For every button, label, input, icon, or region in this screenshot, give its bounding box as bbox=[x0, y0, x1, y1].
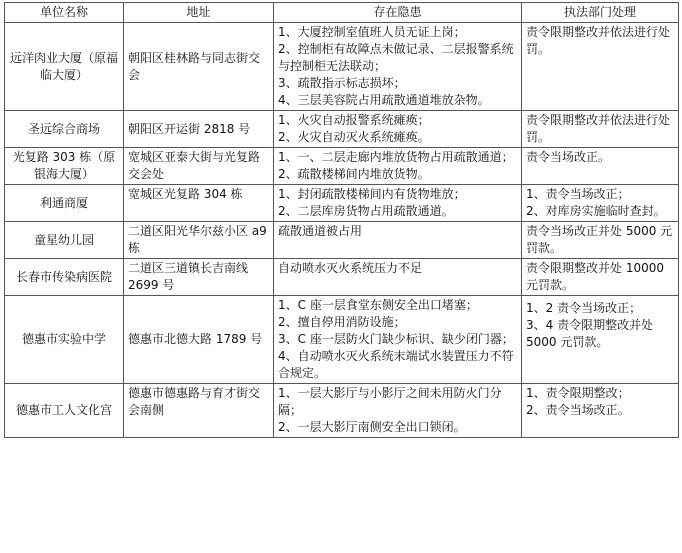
hazard-item: 自动喷水灭火系统压力不足 bbox=[278, 261, 423, 275]
hazards-cell bbox=[274, 185, 522, 222]
header-row bbox=[5, 3, 679, 23]
action-item: 1、责令当场改正； bbox=[526, 187, 630, 201]
action-item: 2、对库房实施临时查封。 bbox=[526, 204, 666, 218]
hazard-item: 4、三层美容院占用疏散通道堆放杂物。 bbox=[278, 93, 490, 107]
hazard-item: 2、二层库房货物占用疏散通道。 bbox=[278, 204, 454, 218]
enforcement-cell bbox=[522, 148, 679, 185]
unit-name-cell: 童星幼儿园 bbox=[5, 222, 124, 259]
action-item: 1、2 责令当场改正； bbox=[526, 301, 642, 315]
hazards-cell bbox=[274, 23, 522, 111]
hazard-item: 1、一层大影厅与小影厅之间未用防火门分隔； bbox=[278, 386, 502, 417]
hazard-item: 2、擅自停用消防设施； bbox=[278, 315, 406, 329]
hazard-item: 2、控制柜有故障点未做记录、二层报警系统与控制柜无法联动； bbox=[278, 42, 514, 73]
table-row bbox=[5, 384, 679, 438]
header-hazards: 存在隐患 bbox=[274, 3, 522, 23]
action-item: 责令限期整改并依法进行处罚。 bbox=[526, 113, 671, 144]
fire-inspection-table bbox=[4, 2, 679, 438]
action-item: 2、责令当场改正。 bbox=[526, 403, 630, 417]
action-item: 3、4 责令限期整改并处 5000 元罚款。 bbox=[526, 318, 654, 349]
table-row bbox=[5, 111, 679, 148]
hazard-item: 3、疏散指示标志损坏； bbox=[278, 76, 406, 90]
hazard-item: 1、火灾自动报警系统瘫痪； bbox=[278, 113, 430, 127]
enforcement-cell bbox=[522, 384, 679, 438]
hazards-cell bbox=[274, 296, 522, 384]
unit-name-cell: 利通商厦 bbox=[5, 185, 124, 222]
enforcement-cell bbox=[522, 259, 679, 296]
action-item: 1、责令限期整改； bbox=[526, 386, 630, 400]
hazards-cell bbox=[274, 384, 522, 438]
hazards-cell bbox=[274, 222, 522, 259]
header-address: 地址 bbox=[124, 3, 274, 23]
unit-name-cell: 长春市传染病医院 bbox=[5, 259, 124, 296]
unit-name-cell: 圣远综合商场 bbox=[5, 111, 124, 148]
table-row bbox=[5, 23, 679, 111]
table-row bbox=[5, 148, 679, 185]
hazard-item: 疏散通道被占用 bbox=[278, 224, 363, 238]
hazard-item: 1、封闭疏散楼梯间内有货物堆放； bbox=[278, 187, 466, 201]
action-item: 责令当场改正。 bbox=[526, 150, 611, 164]
action-item: 责令当场改正并处 5000 元罚款。 bbox=[526, 224, 673, 255]
hazard-item: 1、大厦控制室值班人员无证上岗； bbox=[278, 25, 466, 39]
header-unit-name: 单位名称 bbox=[5, 3, 124, 23]
action-item: 责令限期整改并处 10000 元罚款。 bbox=[526, 261, 664, 292]
inspection-table-container bbox=[4, 2, 679, 438]
unit-name-cell: 德惠市工人文化宫 bbox=[5, 384, 124, 438]
table-row bbox=[5, 222, 679, 259]
enforcement-cell bbox=[522, 185, 679, 222]
hazard-item: 2、一层大影厅南侧安全出口锁闭。 bbox=[278, 420, 466, 434]
hazard-item: 2、火灾自动灭火系统瘫痪。 bbox=[278, 130, 430, 144]
address-cell: 宽城区光复路 304 栋 bbox=[124, 185, 274, 222]
address-cell: 二道区三道镇长吉南线 2699 号 bbox=[124, 259, 274, 296]
unit-name-cell: 光复路 303 栋（原银海大厦） bbox=[5, 148, 124, 185]
table-row bbox=[5, 296, 679, 384]
enforcement-cell bbox=[522, 222, 679, 259]
hazards-cell bbox=[274, 111, 522, 148]
action-item: 责令限期整改并依法进行处罚。 bbox=[526, 25, 671, 56]
enforcement-cell bbox=[522, 111, 679, 148]
address-cell: 宽城区亚泰大街与光复路交会处 bbox=[124, 148, 274, 185]
address-cell: 二道区阳光华尔兹小区 a9 栋 bbox=[124, 222, 274, 259]
hazard-item: 4、自动喷水灭火系统末端试水装置压力不符合规定。 bbox=[278, 349, 514, 380]
hazard-item: 3、C 座一层防火门缺少标识、缺少闭门器； bbox=[278, 332, 514, 346]
enforcement-cell bbox=[522, 296, 679, 384]
header-enforcement: 执法部门处理 bbox=[522, 3, 679, 23]
hazard-item: 1、一、二层走廊内堆放货物占用疏散通道； bbox=[278, 150, 514, 164]
table-row bbox=[5, 185, 679, 222]
address-cell: 德惠市北德大路 1789 号 bbox=[124, 296, 274, 384]
address-cell: 朝阳区桂林路与同志街交会 bbox=[124, 23, 274, 111]
address-cell: 德惠市德惠路与育才街交会南侧 bbox=[124, 384, 274, 438]
hazards-cell bbox=[274, 148, 522, 185]
unit-name-cell: 远洋肉业大厦（原福临大厦） bbox=[5, 23, 124, 111]
hazards-cell bbox=[274, 259, 522, 296]
table-row bbox=[5, 259, 679, 296]
address-cell: 朝阳区开运街 2818 号 bbox=[124, 111, 274, 148]
hazard-item: 2、疏散楼梯间内堆放货物。 bbox=[278, 167, 430, 181]
unit-name-cell: 德惠市实验中学 bbox=[5, 296, 124, 384]
hazard-item: 1、C 座一层食堂东侧安全出口堵塞； bbox=[278, 298, 478, 312]
enforcement-cell bbox=[522, 23, 679, 111]
